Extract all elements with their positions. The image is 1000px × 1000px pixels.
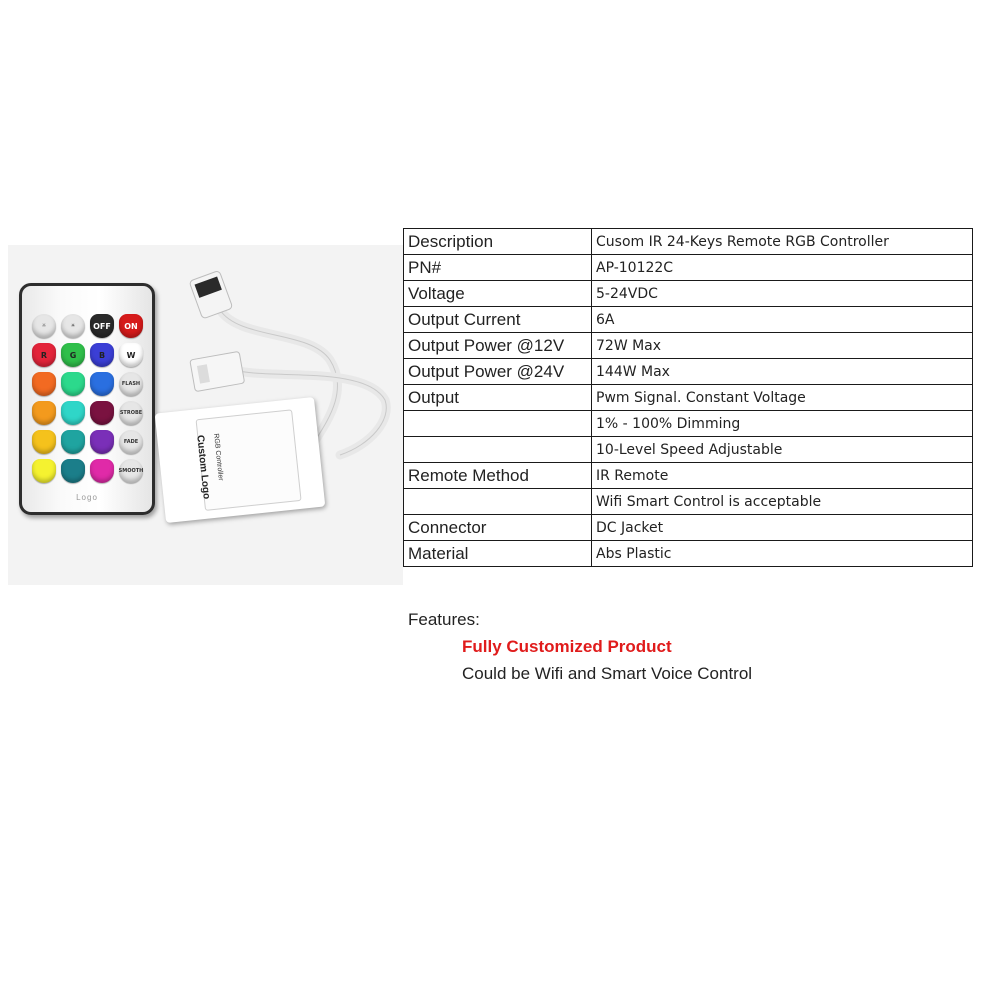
- remote-key: [61, 372, 85, 396]
- rgb-controller-box: [155, 397, 326, 523]
- remote-key: SMOOTH: [119, 459, 143, 483]
- feature-item-wifi-voice: Could be Wifi and Smart Voice Control: [462, 664, 753, 683]
- controller-title: Custom Logo: [194, 434, 212, 500]
- spec-value: 72W Max: [592, 333, 973, 359]
- spec-value: 6A: [592, 307, 973, 333]
- spec-key: Voltage: [404, 281, 592, 307]
- remote-logo-text: Logo: [76, 493, 98, 502]
- table-row: [404, 307, 973, 333]
- table-row: [404, 437, 973, 463]
- remote-key: W: [119, 343, 143, 367]
- remote-key: [61, 430, 85, 454]
- table-row: [404, 359, 973, 385]
- table-row: [404, 411, 973, 437]
- spec-value: Wifi Smart Control is acceptable: [592, 489, 973, 515]
- spec-key: Output Power @24V: [404, 359, 592, 385]
- spec-value: Cusom IR 24-Keys Remote RGB Controller: [592, 229, 973, 255]
- brightness-up-icon: ☼: [32, 314, 56, 338]
- remote-key: [32, 401, 56, 425]
- table-row: [404, 515, 973, 541]
- spec-value: 5-24VDC: [592, 281, 973, 307]
- brightness-down-icon: ☀: [61, 314, 85, 338]
- table-row: [404, 255, 973, 281]
- spec-key: [404, 437, 592, 463]
- table-row: [404, 463, 973, 489]
- spec-key: Description: [404, 229, 592, 255]
- table-row: [404, 281, 973, 307]
- remote-key: [61, 459, 85, 483]
- remote-key: OFF: [90, 314, 114, 338]
- table-row: [404, 333, 973, 359]
- remote-key: [90, 430, 114, 454]
- remote-key: [61, 401, 85, 425]
- remote-key: ON: [119, 314, 143, 338]
- remote-key: [90, 459, 114, 483]
- spec-key: [404, 489, 592, 515]
- spec-key: Material: [404, 541, 592, 567]
- spec-key: Output: [404, 385, 592, 411]
- spec-value: DC Jacket: [592, 515, 973, 541]
- remote-key: G: [61, 343, 85, 367]
- feature-item-customized: Fully Customized Product: [462, 637, 672, 656]
- table-row: [404, 385, 973, 411]
- spec-key: Output Power @12V: [404, 333, 592, 359]
- remote-key: STROBE: [119, 401, 143, 425]
- spec-value: 1% - 100% Dimming: [592, 411, 973, 437]
- spec-value: 10-Level Speed Adjustable: [592, 437, 973, 463]
- remote-key: [90, 372, 114, 396]
- remote-key: R: [32, 343, 56, 367]
- remote-key: [32, 372, 56, 396]
- remote-key: [90, 401, 114, 425]
- spec-value: 144W Max: [592, 359, 973, 385]
- table-row: [404, 541, 973, 567]
- controller-subtitle: RGB Controller: [212, 433, 225, 481]
- remote-key: FADE: [119, 430, 143, 454]
- spec-key: [404, 411, 592, 437]
- spec-value: Abs Plastic: [592, 541, 973, 567]
- table-row: [404, 489, 973, 515]
- spec-table: [403, 228, 973, 567]
- features-title: Features:: [408, 610, 480, 629]
- spec-value: AP-10122C: [592, 255, 973, 281]
- remote-key: [32, 430, 56, 454]
- spec-key: PN#: [404, 255, 592, 281]
- ir-remote: [19, 283, 155, 515]
- spec-key: Remote Method: [404, 463, 592, 489]
- remote-key: FLASH: [119, 372, 143, 396]
- remote-key: B: [90, 343, 114, 367]
- remote-key: [32, 459, 56, 483]
- spec-value: Pwm Signal. Constant Voltage: [592, 385, 973, 411]
- remote-keypad: [32, 314, 148, 483]
- table-row: [404, 229, 973, 255]
- spec-key: Connector: [404, 515, 592, 541]
- spec-value: IR Remote: [592, 463, 973, 489]
- spec-key: Output Current: [404, 307, 592, 333]
